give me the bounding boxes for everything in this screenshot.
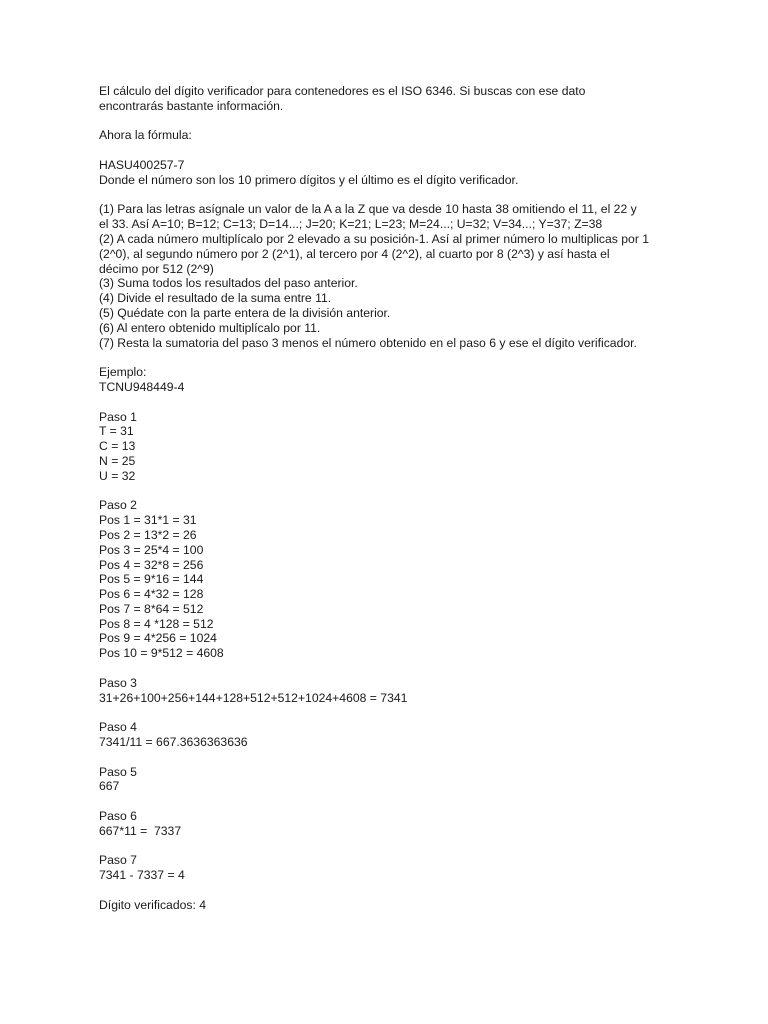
spacer <box>99 350 679 365</box>
step-line: (7) Resta la sumatoria del paso 3 menos el número obtenido en el paso 6 y ese el dígito verificador. <box>99 335 637 350</box>
spacer <box>99 705 679 720</box>
paso1-heading: Paso 1 <box>99 409 137 424</box>
step-line: (4) Divide el resultado de la suma entre 11. <box>99 291 332 306</box>
paso6-heading: Paso 6 <box>99 809 137 824</box>
paso1-line: U = 32 <box>99 468 136 483</box>
step-line: (2) A cada número multiplícalo por 2 elevado a su posición-1. Así al primer número lo multiplicas por 1 <box>99 231 650 246</box>
example-heading: Ejemplo: <box>99 365 147 380</box>
paso5-heading: Paso 5 <box>99 764 137 779</box>
spacer <box>99 484 679 499</box>
paso2-line: Pos 4 = 32*8 = 256 <box>99 557 204 572</box>
spacer <box>99 143 679 158</box>
paso2-line: Pos 2 = 13*2 = 26 <box>99 527 197 542</box>
paso3-line: 31+26+100+256+144+128+512+512+1024+4608 = 7341 <box>99 690 408 705</box>
paso7-line: 7341 - 7337 = 4 <box>99 868 185 883</box>
paso2-line: Pos 7 = 8*64 = 512 <box>99 601 204 616</box>
paso4-heading: Paso 4 <box>99 720 137 735</box>
paso2-line: Pos 8 = 4 *128 = 512 <box>99 616 214 631</box>
result-line: Dígito verificados: 4 <box>99 897 207 912</box>
paso7-heading: Paso 7 <box>99 853 137 868</box>
step-line: (3) Suma todos los resultados del paso anterior. <box>99 276 358 291</box>
format-line: HASU400257-7 <box>99 157 185 172</box>
paso5-line: 667 <box>99 779 120 794</box>
formula-heading: Ahora la fórmula: <box>99 128 192 143</box>
spacer <box>99 661 679 676</box>
paso2-line: Pos 1 = 31*1 = 31 <box>99 513 197 528</box>
step-line: (5) Quédate con la parte entera de la división anterior. <box>99 305 391 320</box>
spacer <box>99 395 679 410</box>
spacer <box>99 794 679 809</box>
paso1-line: N = 25 <box>99 453 136 468</box>
paso3-heading: Paso 3 <box>99 675 137 690</box>
intro-line: encontrarás bastante información. <box>99 98 284 113</box>
step-line: el 33. Así A=10; B=12; C=13; D=14...; J=20; K=21; L=23; M=24...; U=32; V=34...; Y=37; Z=38 <box>99 217 603 232</box>
document-body <box>99 84 679 913</box>
paso2-line: Pos 6 = 4*32 = 128 <box>99 587 204 602</box>
paso2-line: Pos 3 = 25*4 = 100 <box>99 542 204 557</box>
paso2-line: Pos 10 = 9*512 = 4608 <box>99 646 224 661</box>
spacer <box>99 114 679 129</box>
spacer <box>99 188 679 203</box>
paso1-line: T = 31 <box>99 424 134 439</box>
step-line: (2^0), al segundo número por 2 (2^1), al tercero por 4 (2^2), al cuarto por 8 (2^3) y así hasta el <box>99 246 610 261</box>
format-line: Donde el número son los 10 primero dígitos y el último es el dígito verificador. <box>99 172 519 187</box>
paso6-line: 667*11 = 7337 <box>99 823 182 838</box>
example-code: TCNU948449-4 <box>99 379 185 394</box>
paso1-line: C = 13 <box>99 439 136 454</box>
spacer <box>99 883 679 898</box>
paso2-heading: Paso 2 <box>99 498 137 513</box>
spacer <box>99 750 679 765</box>
paso4-line: 7341/11 = 667.3636363636 <box>99 735 248 750</box>
intro-line: El cálculo del dígito verificador para contenedores es el ISO 6346. Si buscas con ese dato <box>99 84 586 98</box>
paso2-line: Pos 9 = 4*256 = 1024 <box>99 631 217 646</box>
paso2-line: Pos 5 = 9*16 = 144 <box>99 572 204 587</box>
spacer <box>99 839 679 854</box>
step-line: (6) Al entero obtenido multiplícalo por 11. <box>99 320 321 335</box>
step-line: (1) Para las letras asígnale un valor de la A a la Z que va desde 10 hasta 38 omitiendo el 11, el 22 y <box>99 202 637 217</box>
step-line: décimo por 512 (2^9) <box>99 261 214 276</box>
